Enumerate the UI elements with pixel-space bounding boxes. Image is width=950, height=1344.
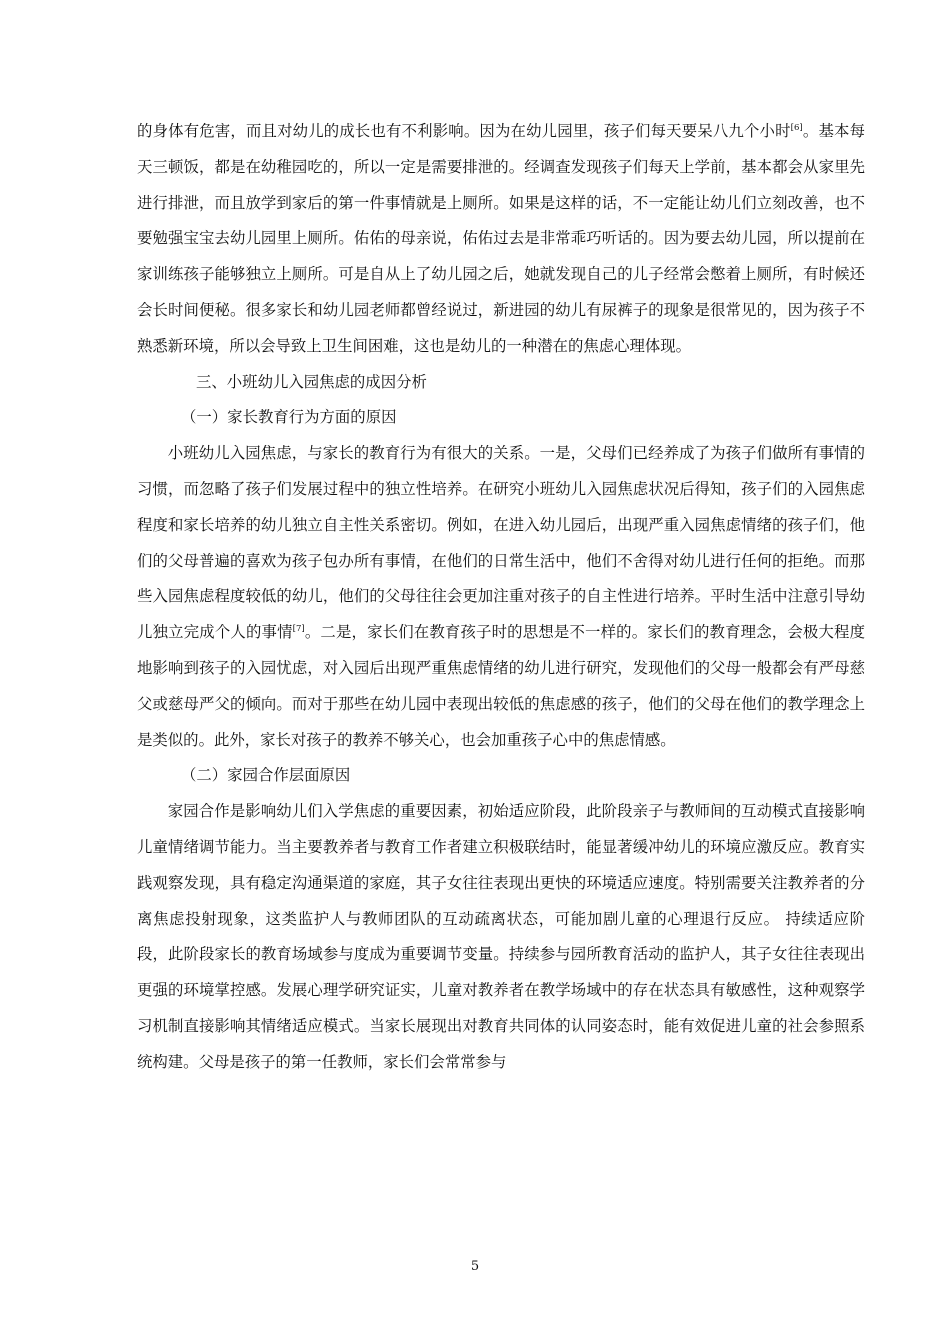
subsection-heading: （一）家长教育行为方面的原因 — [181, 408, 397, 427]
paragraph-text: 。基本每天三顿饭，都是在幼稚园吃的，所以一定是需要排泄的。经调查发现孩子们每天上学前，基本都会从家里先进行排泄，而且放学到家后的第一件事情就是上厕所。如果是这样的话，不一定能让幼儿们立刻改善，也不要勉强宝宝去幼儿园里上厕所。佑佑的母亲说，佑佑过去是非常乖巧听话的。因为要去幼儿园，所以提前在家训练孩子能够独立上厕所。可是自从上了幼儿园之后，她就发现自己的儿子经常会憋着上厕所，有时候还会长时间便秘。很多家长和幼儿园老师都曾经说过，新进园的幼儿有尿裤子的现象是很常见的，因为孩子不熟悉新环境，所以会导致上卫生间困难，这也是幼儿的一种潜在的焦虑心理体现。 — [137, 122, 865, 355]
page-body — [137, 114, 865, 1081]
subsection-heading: （二）家园合作层面原因 — [181, 766, 351, 785]
paragraph-text: 。二是，家长们在教育孩子时的思想是不一样的。家长们的教育理念，会极大程度地影响到孩子的入园忧虑，对入园后出现严重焦虑情绪的幼儿进行研究，发现他们的父母一般都会有严母慈父或慈母严父的倾向。而对于那些在幼儿园中表现出较低的焦虑感的孩子，他们的父母在他们的教学理念上是类似的。此外，家长对孩子的教养不够关心，也会加重孩子心中的焦虑情感。 — [137, 623, 865, 749]
page-number: 5 — [470, 1259, 480, 1274]
paragraph-text: 小班幼儿入园焦虑，与家长的教育行为有很大的关系。一是，父母们已经养成了为孩子们做所有事情的习惯，而忽略了孩子们发展过程中的独立性培养。在研究小班幼儿入园焦虑状况后得知，孩子们的入园焦虑程度和家长培养的幼儿独立自主性关系密切。例如，在进入幼儿园后，出现严重入园焦虑情绪的孩子们，他们的父母普遍的喜欢为孩子包办所有事情，在他们的日常生活中，他们不舍得对幼儿进行任何的拒绝。而那些入园焦虑程度较低的幼儿，他们的父母往往会更加注重对孩子的自主性进行培养。平时生活中注意引导幼儿独立完成个人的事情 — [137, 444, 865, 642]
body-paragraph: 家园合作是影响幼儿们入学焦虑的重要因素，初始适应阶段，此阶段亲子与教师间的互动模式直接影响儿童情绪调节能力。当主要教养者与教育工作者建立积极联结时，能显著缓冲幼儿的环境应激反应。教育实践观察发现，具有稳定沟通渠道的家庭，其子女往往表现出更快的环境适应速度。特别需要关注教养者的分离焦虑投射现象，这类监护人与教师团队的互动疏离状态，可能加剧儿童的心理退行反应。 持续适应阶段，此阶段家长的教育场域参与度成为重要调节变量。持续参与园所教育活动的监护人，其子女往往表现出更强的环境掌控感。发展心理学研究证实，儿童对教养者在教学场域中的存在状态具有敏感性，这种观察学习机制直接影响其情绪适应模式。当家长展现出对教育共同体的认同姿态时，能有效促进儿童的社会参照系统构建。父母是孩子的第一任教师，家长们会常常参与 — [137, 802, 865, 1071]
paragraph-text: 的身体有危害，而且对幼儿的成长也有不利影响。因为在幼儿园里，孩子们每天要呆八九个小时 — [137, 122, 791, 140]
section-heading: 三、小班幼儿入园焦虑的成因分析 — [196, 372, 427, 391]
body-paragraph — [137, 114, 865, 365]
citation-ref: [6] — [790, 122, 803, 133]
body-paragraph — [137, 436, 865, 758]
citation-ref: [7] — [292, 624, 305, 635]
